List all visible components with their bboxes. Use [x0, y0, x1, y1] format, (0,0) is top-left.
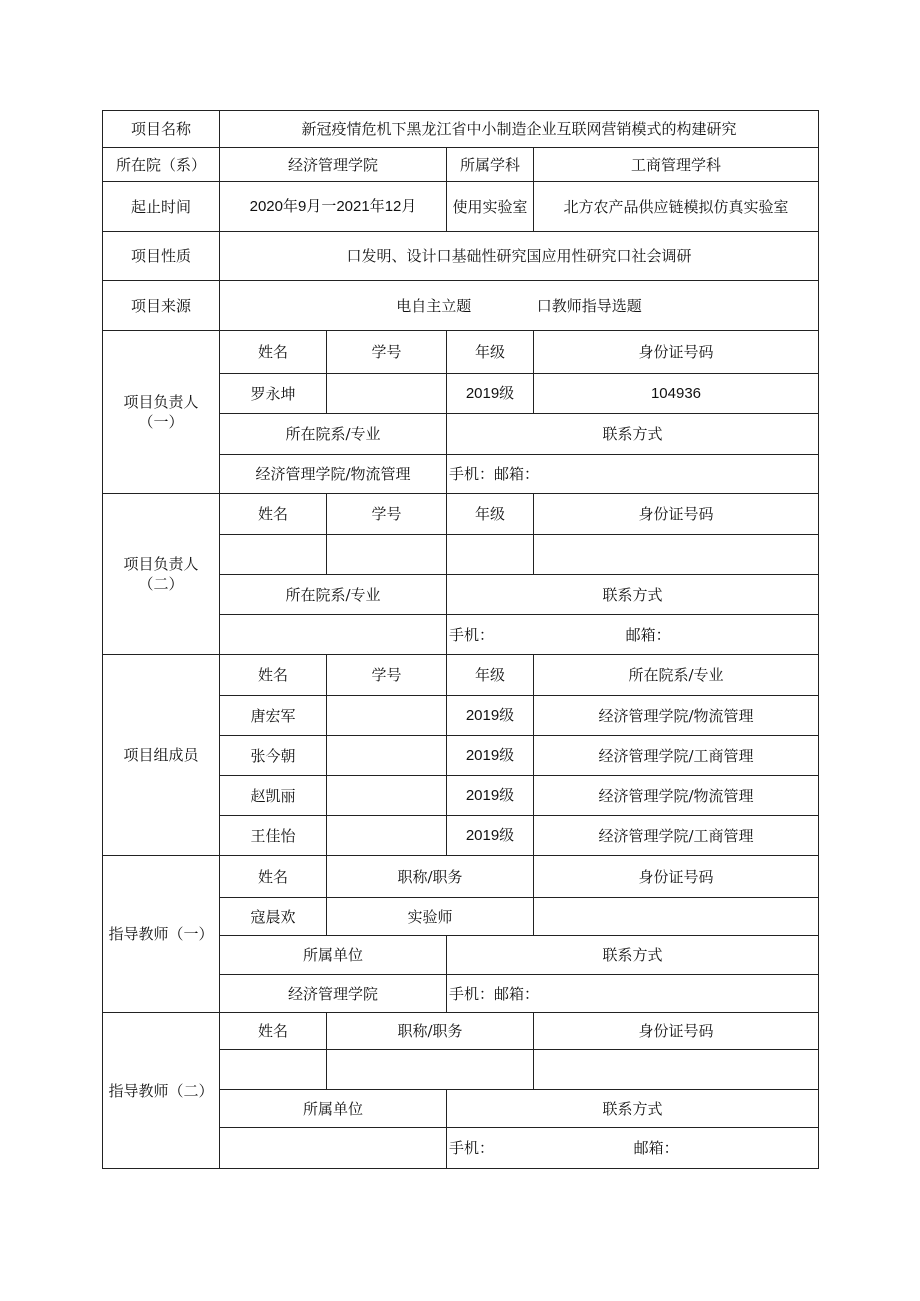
teacher2-h-title: 职称/职务 [327, 1013, 534, 1050]
leader2-h-idcard: 身份证号码 [534, 494, 819, 535]
member-student-id [327, 776, 447, 816]
leader2-contact [447, 615, 819, 655]
leader1-grade: 2019级 [447, 374, 534, 414]
teacher2-contact [447, 1128, 819, 1169]
leader2-dept [220, 615, 447, 655]
leader1-h-id: 学号 [327, 331, 447, 374]
member-name: 王佳怡 [220, 816, 327, 856]
college-value: 经济管理学院 [220, 148, 447, 182]
member-student-id [327, 696, 447, 736]
lab-value: 北方农产品供应链模拟仿真实验室 [534, 182, 819, 232]
member-name: 赵凯丽 [220, 776, 327, 816]
teacher2-unit [220, 1128, 447, 1169]
leader2-header-row [103, 494, 819, 535]
teacher1-header-row [103, 856, 819, 898]
member-dept: 经济管理学院/工商管理 [534, 816, 819, 856]
source-value [220, 281, 819, 331]
leader2-h-contact: 联系方式 [447, 575, 819, 615]
member-grade: 2019级 [447, 736, 534, 776]
teacher2-phone: 手机： [449, 1139, 495, 1157]
teacher1-h-unit: 所属单位 [220, 936, 447, 975]
row-source [103, 281, 819, 331]
source-self-option: 电自主立题 [396, 296, 472, 315]
row-project-name [103, 111, 819, 148]
teacher1-h-title: 职称/职务 [327, 856, 534, 898]
leader2-label: 项目负责人（二） [103, 494, 220, 655]
members-h-grade: 年级 [447, 655, 534, 696]
nature-value: 口发明、设计口基础性研究国应用性研究口社会调研 [220, 232, 819, 281]
leader1-h-idcard: 身份证号码 [534, 331, 819, 374]
leader1-dept: 经济管理学院/物流管理 [220, 455, 447, 494]
teacher1-title: 实验师 [327, 898, 534, 936]
leader2-h-dept: 所在院系/专业 [220, 575, 447, 615]
teacher2-h-idcard: 身份证号码 [534, 1013, 819, 1050]
row-period [103, 182, 819, 232]
teacher2-h-contact: 联系方式 [447, 1090, 819, 1128]
leader2-phone: 手机： [449, 625, 495, 644]
discipline-label: 所属学科 [447, 148, 534, 182]
teacher2-name [220, 1050, 327, 1090]
teacher1-h-name: 姓名 [220, 856, 327, 898]
teacher1-label: 指导教师（一） [103, 856, 220, 1013]
application-form-table [102, 110, 819, 1169]
teacher2-label: 指导教师（二） [103, 1013, 220, 1169]
leader2-h-id: 学号 [327, 494, 447, 535]
teacher2-header-row [103, 1013, 819, 1050]
leader2-idcard [534, 535, 819, 575]
member-dept: 经济管理学院/物流管理 [534, 776, 819, 816]
member-student-id [327, 816, 447, 856]
discipline-value: 工商管理学科 [534, 148, 819, 182]
leader1-h-grade: 年级 [447, 331, 534, 374]
members-h-id: 学号 [327, 655, 447, 696]
leader2-student-id [327, 535, 447, 575]
row-college [103, 148, 819, 182]
leader1-header-row [103, 331, 819, 374]
project-name-value: 新冠疫情危机下黑龙江省中小制造企业互联网营销模式的构建研究 [220, 111, 819, 148]
members-h-name: 姓名 [220, 655, 327, 696]
member-dept: 经济管理学院/物流管理 [534, 696, 819, 736]
leader1-idcard: 104936 [534, 374, 819, 414]
members-label: 项目组成员 [103, 655, 220, 856]
leader2-email: 邮箱： [625, 625, 671, 644]
leader1-name: 罗永坤 [220, 374, 327, 414]
period-value: 2020年9月一2021年12月 [220, 182, 447, 232]
member-grade: 2019级 [447, 696, 534, 736]
members-h-dept: 所在院系/专业 [534, 655, 819, 696]
member-name: 唐宏军 [220, 696, 327, 736]
teacher1-unit: 经济管理学院 [220, 975, 447, 1013]
leader1-h-contact: 联系方式 [447, 414, 819, 455]
teacher2-idcard [534, 1050, 819, 1090]
teacher1-h-idcard: 身份证号码 [534, 856, 819, 898]
leader2-name [220, 535, 327, 575]
source-teacher-option: 口教师指导选题 [536, 296, 642, 315]
member-name: 张今朝 [220, 736, 327, 776]
leader1-h-name: 姓名 [220, 331, 327, 374]
leader1-contact: 手机：邮箱： [447, 455, 819, 494]
source-label: 项目来源 [103, 281, 220, 331]
member-student-id [327, 736, 447, 776]
leader2-h-name: 姓名 [220, 494, 327, 535]
teacher2-h-name: 姓名 [220, 1013, 327, 1050]
leader1-student-id [327, 374, 447, 414]
period-label: 起止时间 [103, 182, 220, 232]
leader2-grade [447, 535, 534, 575]
teacher1-contact: 手机：邮箱： [447, 975, 819, 1013]
member-dept: 经济管理学院/工商管理 [534, 736, 819, 776]
lab-label: 使用实验室 [447, 182, 534, 232]
leader1-h-dept: 所在院系/专业 [220, 414, 447, 455]
teacher1-name: 寇晨欢 [220, 898, 327, 936]
teacher2-title [327, 1050, 534, 1090]
nature-label: 项目性质 [103, 232, 220, 281]
member-grade: 2019级 [447, 816, 534, 856]
teacher1-h-contact: 联系方式 [447, 936, 819, 975]
teacher2-h-unit: 所属单位 [220, 1090, 447, 1128]
member-grade: 2019级 [447, 776, 534, 816]
project-name-label: 项目名称 [103, 111, 220, 148]
leader1-label: 项目负责人（一） [103, 331, 220, 494]
members-header-row [103, 655, 819, 696]
leader2-h-grade: 年级 [447, 494, 534, 535]
college-label: 所在院（系） [103, 148, 220, 182]
teacher2-email: 邮箱： [633, 1139, 679, 1157]
teacher1-idcard [534, 898, 819, 936]
row-nature [103, 232, 819, 281]
